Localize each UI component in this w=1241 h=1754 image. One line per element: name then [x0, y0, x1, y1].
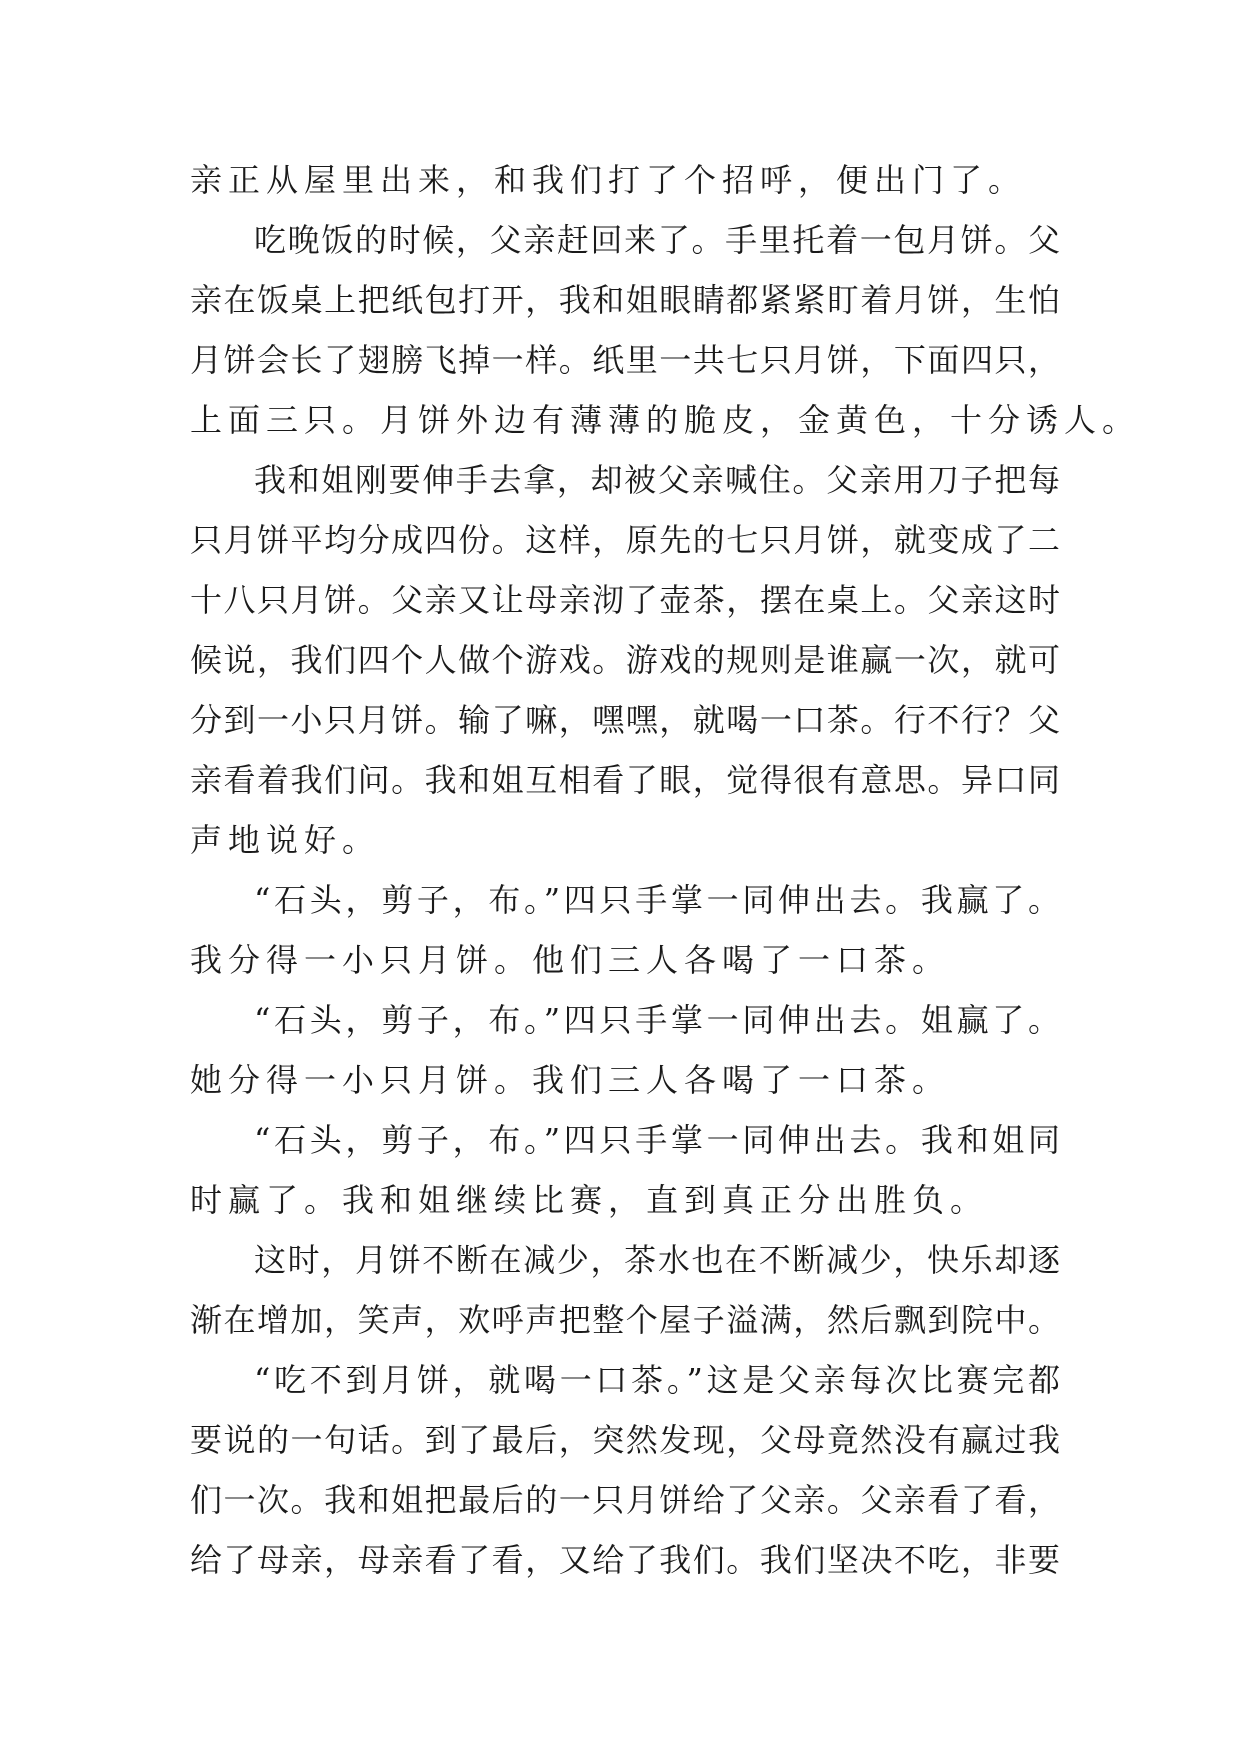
text-line: 声地说好。: [190, 821, 381, 859]
text-line: 时赢了。我和姐继续比赛，直到真正分出胜负。: [190, 1181, 989, 1219]
body-text: [190, 150, 1141, 1590]
text-line: 给了母亲，母亲看了看，又给了我们。我们坚决不吃，非要: [190, 1541, 1060, 1579]
text-line: 我分得一小只月饼。他们三人各喝了一口茶。: [190, 941, 951, 979]
text-line: 要说的一句话。到了最后，突然发现，父母竟然没有赢过我: [190, 1421, 1060, 1459]
text-line: 亲在饭桌上把纸包打开，我和姐眼睛都紧紧盯着月饼，生怕: [190, 281, 1060, 319]
text-line: 月饼会长了翅膀飞掉一样。纸里一共七只月饼，下面四只，: [190, 341, 1060, 379]
text-line: 们一次。我和姐把最后的一只月饼给了父亲。父亲看了看，: [190, 1481, 1060, 1519]
text-line: 亲正从屋里出来，和我们打了个招呼，便出门了。: [190, 161, 1027, 199]
text-line: “石头，剪子，布。”四只手掌一同伸出去。我和姐同: [254, 1121, 1060, 1159]
text-line: 她分得一小只月饼。我们三人各喝了一口茶。: [190, 1061, 951, 1099]
text-line: 这时，月饼不断在减少，茶水也在不断减少，快乐却逐: [254, 1241, 1060, 1279]
text-line: “石头，剪子，布。”四只手掌一同伸出去。姐赢了。: [254, 1001, 1060, 1039]
text-line: 只月饼平均分成四份。这样，原先的七只月饼，就变成了二: [190, 521, 1060, 559]
text-line: 候说，我们四个人做个游戏。游戏的规则是谁赢一次，就可: [190, 641, 1060, 679]
text-line: 渐在增加，笑声，欢呼声把整个屋子溢满，然后飘到院中。: [190, 1301, 1060, 1339]
text-line: “石头，剪子，布。”四只手掌一同伸出去。我赢了。: [254, 881, 1060, 919]
text-line: 我和姐刚要伸手去拿，却被父亲喊住。父亲用刀子把每: [254, 461, 1060, 499]
text-line: “吃不到月饼，就喝一口茶。”这是父亲每次比赛完都: [254, 1361, 1060, 1399]
text-line: 分到一小只月饼。输了嘛，嘿嘿，就喝一口茶。行不行？父: [190, 701, 1060, 739]
text-line: 亲看着我们问。我和姐互相看了眼，觉得很有意思。异口同: [190, 761, 1060, 799]
text-line: 十八只月饼。父亲又让母亲沏了壶茶，摆在桌上。父亲这时: [190, 581, 1060, 619]
text-line: 上面三只。月饼外边有薄薄的脆皮，金黄色，十分诱人。: [190, 401, 1141, 439]
text-line: 吃晚饭的时候，父亲赶回来了。手里托着一包月饼。父: [254, 221, 1060, 259]
